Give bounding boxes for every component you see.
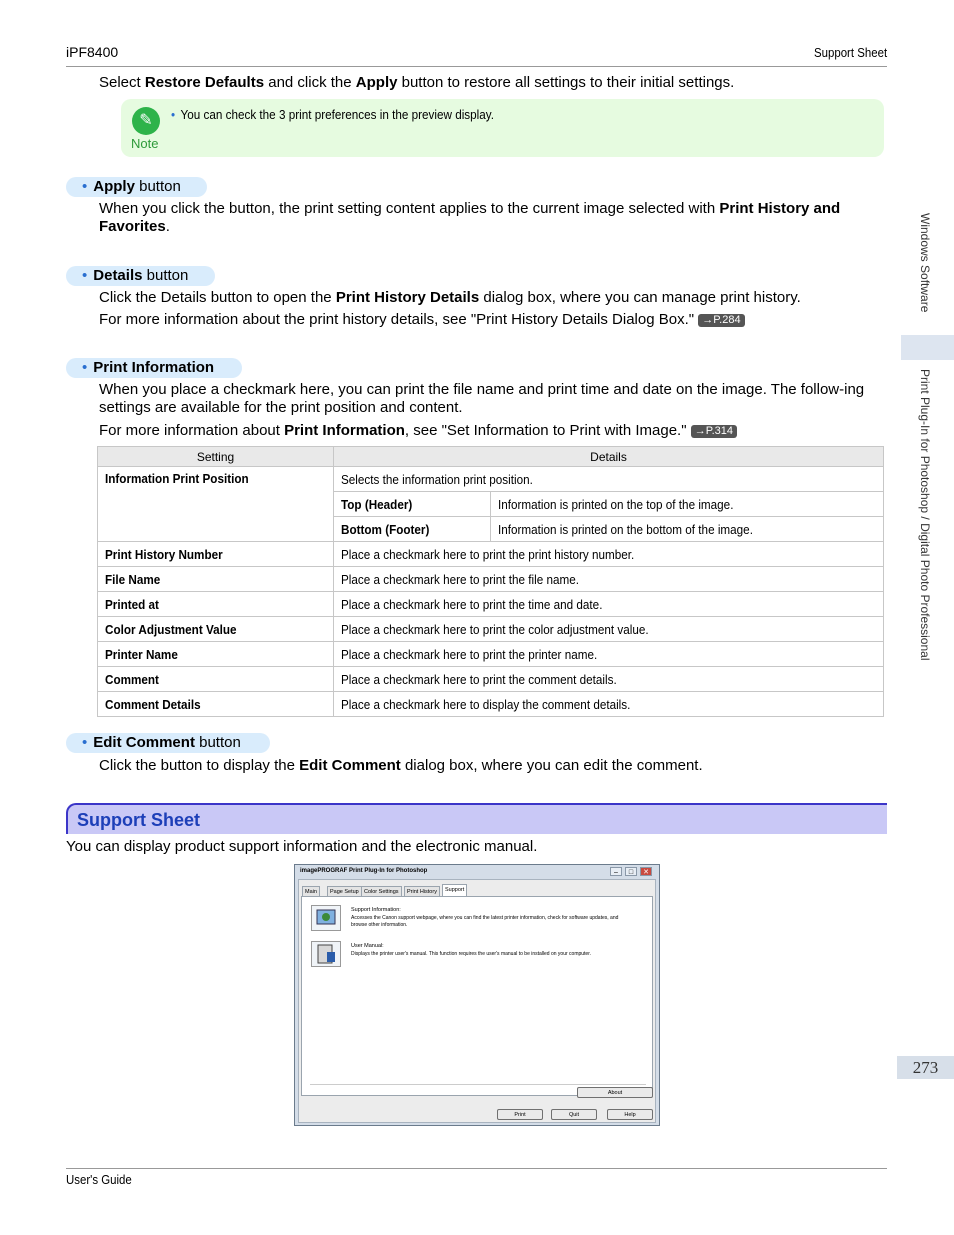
page-reference-link[interactable]: →P.314 (691, 425, 737, 438)
apply-bold: Print History and Favorites (99, 200, 841, 235)
subsetting-detail: Information is printed on the top of the image. (498, 496, 734, 512)
table-cell-subsetting (334, 517, 491, 542)
details-heading-rest: button (142, 267, 189, 284)
setting-detail: Place a checkmark here to print the comment details. (341, 671, 617, 687)
bullet-icon: • (171, 107, 176, 122)
editcomment-paragraph (99, 757, 874, 775)
setting-detail: Selects the information print position. (341, 471, 533, 487)
setting-name: Print History Number (105, 546, 223, 562)
section-heading-bar (66, 803, 887, 834)
details-heading-bold: Details (93, 267, 143, 284)
tab-main[interactable]: Main (302, 886, 320, 896)
table-cell-detail (334, 642, 884, 667)
table-cell-detail (334, 667, 884, 692)
section-title: Support Sheet (77, 810, 201, 830)
user-manual-icon[interactable] (311, 941, 341, 967)
support-information-icon[interactable] (311, 905, 341, 931)
pencil-icon: ✎ (132, 107, 160, 135)
printinfo-paragraph-1: When you place a checkmark here, you can print the file name and print time and date on the image. The follow-ing settings are available for the print position and content. (99, 381, 865, 416)
print-button[interactable]: Print (497, 1109, 543, 1120)
about-button[interactable]: About (577, 1087, 653, 1098)
table-cell-detail (334, 542, 884, 567)
table-cell-detail (491, 517, 884, 542)
apply-heading (66, 177, 207, 197)
setting-detail: Place a checkmark here to print the color adjustment value. (341, 621, 649, 637)
setting-name: Comment Details (105, 696, 201, 712)
quit-button[interactable]: Quit (551, 1109, 597, 1120)
printinfo-text-2: For more information about (99, 422, 285, 439)
footer-text: User's Guide (66, 1172, 132, 1187)
footer-rule (66, 1168, 887, 1169)
table-cell-detail (334, 567, 884, 592)
dialog-title: imagePROGRAF Print Plug-In for Photoshop (300, 868, 428, 874)
table-cell-setting (98, 692, 334, 717)
table-row (98, 567, 884, 592)
subsetting-name: Bottom (Footer) (341, 521, 430, 537)
table-row (98, 642, 884, 667)
setting-detail: Place a checkmark here to print the time and date. (341, 596, 603, 612)
printinfo-heading (66, 358, 242, 378)
side-tab-marker (901, 335, 954, 360)
printinfo-text-3: , see "Set Information to Print with Image." (404, 422, 691, 439)
tab-page-setup[interactable]: Page Setup (327, 886, 362, 896)
table-row (98, 617, 884, 642)
details-text-3: For more information about the print history details, see "Print History Details Dialog Box." (99, 311, 699, 328)
setting-name: Color Adjustment Value (105, 621, 237, 637)
printinfo-paragraph-2 (99, 422, 874, 440)
apply-heading-rest: button (134, 178, 181, 195)
tab-print-history[interactable]: Print History (404, 886, 440, 896)
plugin-dialog-screenshot (294, 864, 660, 1126)
setting-detail: Place a checkmark here to print the printer name. (341, 646, 598, 662)
printinfo-bold: Print Information (284, 422, 405, 439)
editcomment-bold: Edit Comment (299, 757, 401, 774)
user-manual-title: User Manual: (351, 943, 384, 949)
table-cell-setting (98, 567, 334, 592)
apply-text-1: When you click the button, the print setting content applies to the current image selected with (99, 200, 720, 217)
details-paragraph-2 (99, 311, 874, 329)
table-cell-detail (334, 617, 884, 642)
bullet-icon: • (82, 267, 88, 284)
editcomment-text-1: Click the button to display the (99, 757, 300, 774)
table-row (98, 592, 884, 617)
note-label: Note (131, 136, 159, 151)
subsetting-name: Top (Header) (341, 496, 413, 512)
header-section: Support Sheet (813, 45, 887, 60)
table-cell-setting (98, 667, 334, 692)
table-cell-subsetting (334, 492, 491, 517)
note-box (121, 99, 884, 157)
bullet-icon: • (82, 734, 88, 751)
table-row (98, 692, 884, 717)
setting-detail: Place a checkmark here to display the comment details. (341, 696, 631, 712)
setting-name: Comment (105, 671, 159, 687)
side-tab-label: Windows Software (918, 213, 932, 313)
dialog-body (298, 879, 656, 1123)
user-manual-desc: Displays the printer user's manual. This function requires the user's manual to be installed on your computer. (351, 951, 591, 957)
bullet-icon: • (82, 178, 88, 195)
editcomment-heading-rest: button (194, 734, 241, 751)
details-text-1: Click the Details button to open the (99, 289, 336, 306)
apply-heading-bold: Apply (93, 178, 135, 195)
page-reference-link[interactable]: →P.284 (698, 314, 744, 327)
table-cell-setting (98, 542, 334, 567)
apply-text-2: . (165, 218, 170, 235)
help-button[interactable]: Help (607, 1109, 653, 1120)
close-icon[interactable]: ✕ (640, 867, 652, 876)
side-tab-label: Print Plug-In for Photoshop / Digital Photo Professional (918, 369, 932, 661)
table-cell-setting (98, 642, 334, 667)
dialog-separator (310, 1084, 646, 1085)
setting-name: Information Print Position (105, 471, 249, 486)
table-cell-setting (98, 467, 334, 542)
intro-bold-apply: Apply (355, 74, 398, 91)
print-information-table (97, 446, 884, 717)
minimize-icon[interactable]: – (610, 867, 622, 876)
table-header-setting: Setting (98, 447, 334, 467)
support-paragraph: You can display product support information and the electronic manual. (66, 838, 538, 855)
table-row (98, 667, 884, 692)
table-cell-detail (334, 467, 884, 492)
table-cell-setting (98, 617, 334, 642)
editcomment-heading-bold: Edit Comment (93, 734, 195, 751)
intro-bold-restore: Restore Defaults (144, 74, 265, 91)
table-row (98, 542, 884, 567)
maximize-icon[interactable]: □ (625, 867, 637, 876)
support-information-title: Support Information: (351, 907, 401, 913)
details-paragraph-1 (99, 289, 874, 307)
setting-name: File Name (105, 571, 161, 587)
header-rule (66, 66, 887, 67)
tab-support[interactable]: Support (442, 884, 467, 896)
setting-detail: Place a checkmark here to print the file name. (341, 571, 580, 587)
editcomment-heading (66, 733, 270, 753)
table-header-details: Details (334, 447, 884, 467)
table-cell-detail (334, 592, 884, 617)
details-text-2: dialog box, where you can manage print history. (479, 289, 801, 306)
table-row (98, 467, 884, 492)
page-number: 273 (897, 1056, 954, 1079)
table-cell-setting (98, 592, 334, 617)
details-heading (66, 266, 215, 286)
bullet-icon: • (82, 359, 88, 376)
support-tab-panel (301, 896, 653, 1096)
tab-color-settings[interactable]: Color Settings (361, 886, 402, 896)
table-cell-detail (334, 692, 884, 717)
intro-paragraph (99, 74, 874, 92)
setting-name: Printed at (105, 596, 159, 612)
intro-text-1: Select (99, 74, 145, 91)
intro-text-3: button to restore all settings to their initial settings. (397, 74, 735, 91)
support-information-desc: Accesses the Canon support webpage, where you can find the latest printer information, check for software updates, and browse other information. (351, 915, 619, 928)
setting-detail: Place a checkmark here to print the print history number. (341, 546, 635, 562)
note-text (171, 107, 494, 122)
table-header-row (98, 447, 884, 467)
table-cell-detail (491, 492, 884, 517)
side-tab-plugin (918, 369, 934, 694)
apply-paragraph (99, 200, 874, 236)
note-text-content: You can check the 3 print preferences in the preview display. (180, 107, 495, 122)
printinfo-heading-bold: Print Information (93, 359, 215, 376)
header-model: iPF8400 (66, 44, 119, 60)
intro-text-2: and click the (264, 74, 356, 91)
subsetting-detail: Information is printed on the bottom of the image. (498, 521, 753, 537)
setting-name: Printer Name (105, 646, 178, 662)
side-tab-windows-software (918, 213, 934, 328)
details-bold: Print History Details (335, 289, 480, 306)
editcomment-text-2: dialog box, where you can edit the comment. (400, 757, 703, 774)
